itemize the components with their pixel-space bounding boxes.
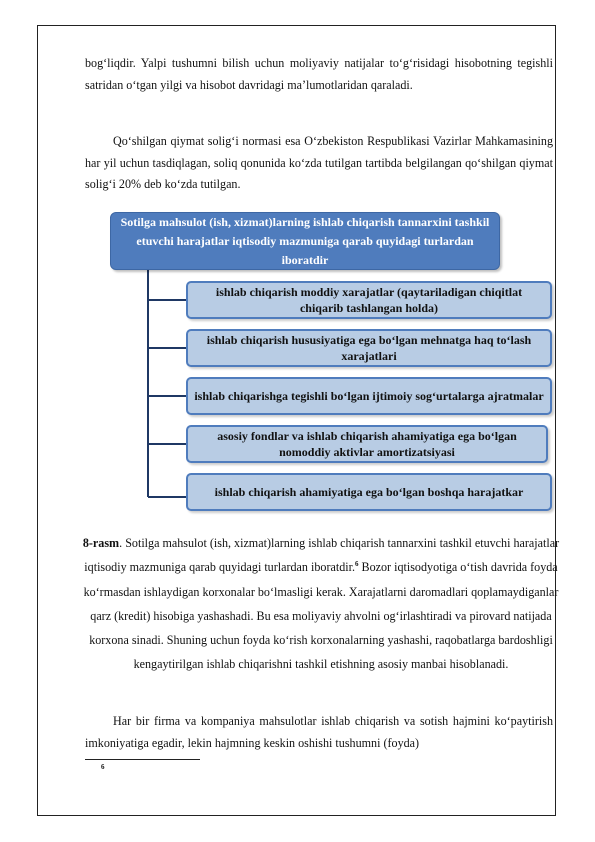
diagram-item-4-label: asosiy fondlar va ishlab chiqarish ahamiyatiga ega bo‘lgan nomoddiy aktivlar amortizatsiyasi: [217, 429, 517, 459]
footnote-number: 6: [101, 763, 105, 771]
diagram-item-1-label: ishlab chiqarish moddiy xarajatlar (qaytariladigan chiqitlat chiqarib tashlangan holda): [215, 285, 523, 315]
diagram-title-box: [110, 212, 500, 270]
diagram-item-2-label: ishlab chiqarish hususiyatiga ega bo‘lgan mehnatga haq to‘lash xarajatlari: [206, 333, 532, 363]
figure-label: 8-rasm: [82, 536, 120, 550]
caption-continuation: Bozor iqtisodyotiga o‘tish davrida foyda ko‘rmasdan ishlaydigan korxonalar bo‘lmasligi kerak. Xarajatlarni daromadlari qoplamaydiganlar qarz (kredit) hisobiga yashashadi. Bu esa moliyaviy ahvolni og‘irlashtiradi va pirovard natijada korxona sinadi. Shuning uchun foyda ko‘rish korxonalarning yashashi, raqobatlarga bardoshligi kengaytirilgan ishlab chiqarishni tashkil etishning asosiy manbai hisoblanadi.: [83, 560, 559, 672]
diagram-item-2: [186, 329, 552, 367]
diagram-item-5: [186, 473, 552, 511]
footnote-reference[interactable]: 6: [355, 560, 359, 569]
paragraph-vat: Qo‘shilgan qiymat solig‘i normasi esa O‘zbekiston Respublikasi Vazirlar Mahkamasining har yil uchun tasdiqlagan, soliq qonunida ko‘zda tutilgan tartibda belgilangan qo‘shilgan qiymat solig‘i 20% deb ko‘zda tutilgan.: [85, 134, 553, 191]
caption-text: . Sotilga mahsulot (ish, xizmat)larning ishlab chiqarish tannarxini tashkil etuvchi harajatlar iqtisodiy mazmuniga qarab quyidagi turlardan iboratdir.: [84, 536, 560, 575]
diagram-item-5-label: ishlab chiqarish ahamiyatiga ega bo‘lgan boshqa harajatkar: [214, 485, 524, 499]
diagram-item-4: [186, 425, 548, 463]
paragraph-firms: Har bir firma va kompaniya mahsulotlar ishlab chiqarish va sotish hajmini ko‘paytirish imkoniyatiga egadir, lekin hajmning keskin oshishi tushumni (foyda): [85, 714, 553, 750]
diagram-item-3-label: ishlab chiqarishga tegishli bo‘lgan ijtimoiy sog‘urtalarga ajratmalar: [194, 389, 544, 403]
diagram-item-3: [186, 377, 552, 415]
paragraph-intro: bog‘liqdir. Yalpi tushumni bilish uchun moliyaviy natijalar to‘g‘risidagi hisobotning tegishli satridan o‘tgan yilgi va hisobot davridagi ma’lumotlaridan qaraladi.: [85, 56, 553, 92]
footnote-separator: [85, 759, 200, 760]
diagram-item-1: [186, 281, 552, 319]
diagram-title: Sotilga mahsulot (ish, xizmat)larning ishlab chiqarish tannarxini tashkil etuvchi harajatlar iqtisodiy mazmuniga qarab quyidagi turlardan iboratdir: [120, 214, 490, 267]
figure-caption: [80, 531, 562, 677]
